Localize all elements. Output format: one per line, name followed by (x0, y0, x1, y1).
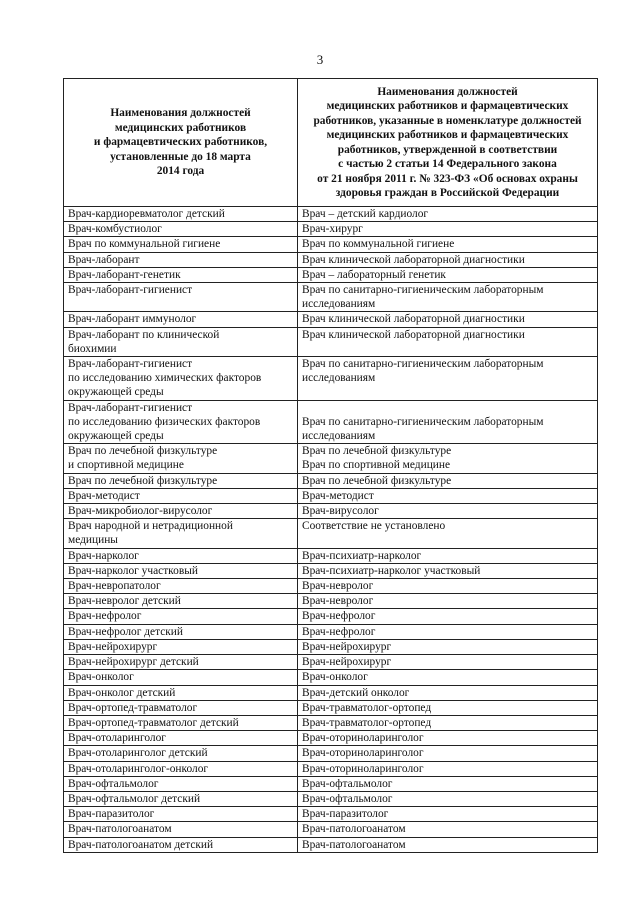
old-position-cell: Врач-нефролог детский (64, 624, 298, 639)
table-row (64, 837, 598, 852)
new-position-cell: Врач-нейрохирург (298, 655, 598, 670)
table-row (64, 357, 598, 401)
table-row (64, 655, 598, 670)
table-row (64, 207, 598, 222)
table-row (64, 548, 598, 563)
table-row (64, 594, 598, 609)
old-position-cell: Врач-лаборант-генетик (64, 267, 298, 282)
positions-table (63, 78, 598, 853)
table-row (64, 822, 598, 837)
header-row (64, 79, 598, 207)
old-position-cell: Врач-патологоанатом (64, 822, 298, 837)
old-position-cell: Врач по лечебной физкультуре (64, 473, 298, 488)
old-position-cell: Врач-офтальмолог детский (64, 791, 298, 806)
new-position-cell: Врач по лечебной физкультуре Врач по спортивной медицине (298, 444, 598, 473)
new-position-cell: Врач-офтальмолог (298, 791, 598, 806)
old-position-cell: Врач-нарколог участковый (64, 563, 298, 578)
table-row (64, 327, 598, 356)
old-position-cell: Врач-ортопед-травматолог (64, 700, 298, 715)
header-new-positions: Наименования должностей медицинских работников и фармацевтических работников, указанные в номенклатуре должностей медицинских работников и фармацевтических работников, утвержденной в соответствии с частью 2 статьи 14 Федерального закона от 21 ноября 2011 г. № 323-ФЗ «Об основах охраны здоровья граждан в Российской Федерации (298, 79, 598, 207)
new-position-cell: Врач-вирусолог (298, 504, 598, 519)
old-position-cell: Врач-микробиолог-вирусолог (64, 504, 298, 519)
old-position-cell: Врач-невропатолог (64, 579, 298, 594)
old-position-cell: Врач-онколог (64, 670, 298, 685)
table-row (64, 312, 598, 327)
old-position-cell: Врач народной и нетрадиционной медицины (64, 519, 298, 548)
new-position-cell: Врач-онколог (298, 670, 598, 685)
old-position-cell: Врач-патологоанатом детский (64, 837, 298, 852)
old-position-cell: Врач-нефролог (64, 609, 298, 624)
table-row (64, 222, 598, 237)
old-position-cell: Врач-нарколог (64, 548, 298, 563)
new-position-cell: Врач-оториноларинголог (298, 746, 598, 761)
new-position-cell: Врач клинической лабораторной диагностики (298, 312, 598, 327)
old-position-cell: Врач по лечебной физкультуре и спортивной медицине (64, 444, 298, 473)
table-row (64, 761, 598, 776)
table-row (64, 670, 598, 685)
new-position-cell: Врач-паразитолог (298, 807, 598, 822)
old-position-cell: Врач-лаборант-гигиенист (64, 283, 298, 312)
old-position-cell: Врач-невролог детский (64, 594, 298, 609)
old-position-cell: Врач-паразитолог (64, 807, 298, 822)
table-row (64, 746, 598, 761)
new-position-cell: Врач-оториноларинголог (298, 761, 598, 776)
table-row (64, 731, 598, 746)
new-position-cell: Врач-детский онколог (298, 685, 598, 700)
table-row (64, 504, 598, 519)
table-row (64, 579, 598, 594)
table-row (64, 609, 598, 624)
new-position-cell: Врач-офтальмолог (298, 776, 598, 791)
table-row (64, 563, 598, 578)
new-position-cell: Врач-травматолог-ортопед (298, 715, 598, 730)
new-position-cell: Врач-нефролог (298, 624, 598, 639)
new-position-cell: Врач по санитарно-гигиеническим лабораторным исследованиям (298, 400, 598, 444)
table-row (64, 283, 598, 312)
new-position-cell: Врач-невролог (298, 579, 598, 594)
new-position-cell: Врач-травматолог-ортопед (298, 700, 598, 715)
new-position-cell: Врач-нефролог (298, 609, 598, 624)
new-position-cell: Врач-хирург (298, 222, 598, 237)
table-row (64, 488, 598, 503)
old-position-cell: Врач-лаборант-гигиенист по исследованию химических факторов окружающей среды (64, 357, 298, 401)
new-position-cell: Врач по санитарно-гигиеническим лабораторным исследованиям (298, 357, 598, 401)
old-position-cell: Врач-комбустиолог (64, 222, 298, 237)
table-body (64, 207, 598, 853)
old-position-cell: Врач-отоларинголог детский (64, 746, 298, 761)
new-position-cell: Врач-психиатр-нарколог участковый (298, 563, 598, 578)
old-position-cell: Врач-кардиоревматолог детский (64, 207, 298, 222)
table-row (64, 252, 598, 267)
table-row (64, 791, 598, 806)
old-position-cell: Врач-ортопед-травматолог детский (64, 715, 298, 730)
table-row (64, 624, 598, 639)
table-row (64, 519, 598, 548)
table-row (64, 473, 598, 488)
new-position-cell: Врач клинической лабораторной диагностики (298, 327, 598, 356)
table-row (64, 267, 598, 282)
table-row (64, 715, 598, 730)
old-position-cell: Врач-лаборант-гигиенист по исследованию физических факторов окружающей среды (64, 400, 298, 444)
new-position-cell: Врач-психиатр-нарколог (298, 548, 598, 563)
new-position-cell: Врач-патологоанатом (298, 837, 598, 852)
table-row (64, 807, 598, 822)
new-position-cell: Врач по лечебной физкультуре (298, 473, 598, 488)
old-position-cell: Врач-лаборант (64, 252, 298, 267)
old-position-cell: Врач по коммунальной гигиене (64, 237, 298, 252)
table-header (64, 79, 598, 207)
header-old-positions: Наименования должностей медицинских работников и фармацевтических работников, установленные до 18 марта 2014 года (64, 79, 298, 207)
old-position-cell: Врач-нейрохирург (64, 639, 298, 654)
new-position-cell: Врач по коммунальной гигиене (298, 237, 598, 252)
new-position-cell: Врач-методист (298, 488, 598, 503)
old-position-cell: Врач-онколог детский (64, 685, 298, 700)
table-row (64, 776, 598, 791)
old-position-cell: Врач-методист (64, 488, 298, 503)
new-position-cell: Врач-невролог (298, 594, 598, 609)
new-position-cell: Врач-оториноларинголог (298, 731, 598, 746)
old-position-cell: Врач-офтальмолог (64, 776, 298, 791)
new-position-cell: Врач по санитарно-гигиеническим лабораторным исследованиям (298, 283, 598, 312)
old-position-cell: Врач-отоларинголог-онколог (64, 761, 298, 776)
table-row (64, 639, 598, 654)
new-position-cell: Врач – детский кардиолог (298, 207, 598, 222)
old-position-cell: Врач-лаборант иммунолог (64, 312, 298, 327)
table-row (64, 237, 598, 252)
new-position-cell: Врач – лабораторный генетик (298, 267, 598, 282)
old-position-cell: Врач-лаборант по клинической биохимии (64, 327, 298, 356)
new-position-cell: Соответствие не установлено (298, 519, 598, 548)
table-row (64, 400, 598, 444)
table-row (64, 700, 598, 715)
new-position-cell: Врач клинической лабораторной диагностики (298, 252, 598, 267)
table-row (64, 685, 598, 700)
table-row (64, 444, 598, 473)
new-position-cell: Врач-патологоанатом (298, 822, 598, 837)
old-position-cell: Врач-отоларинголог (64, 731, 298, 746)
page-number: 3 (316, 52, 324, 67)
old-position-cell: Врач-нейрохирург детский (64, 655, 298, 670)
new-position-cell: Врач-нейрохирург (298, 639, 598, 654)
